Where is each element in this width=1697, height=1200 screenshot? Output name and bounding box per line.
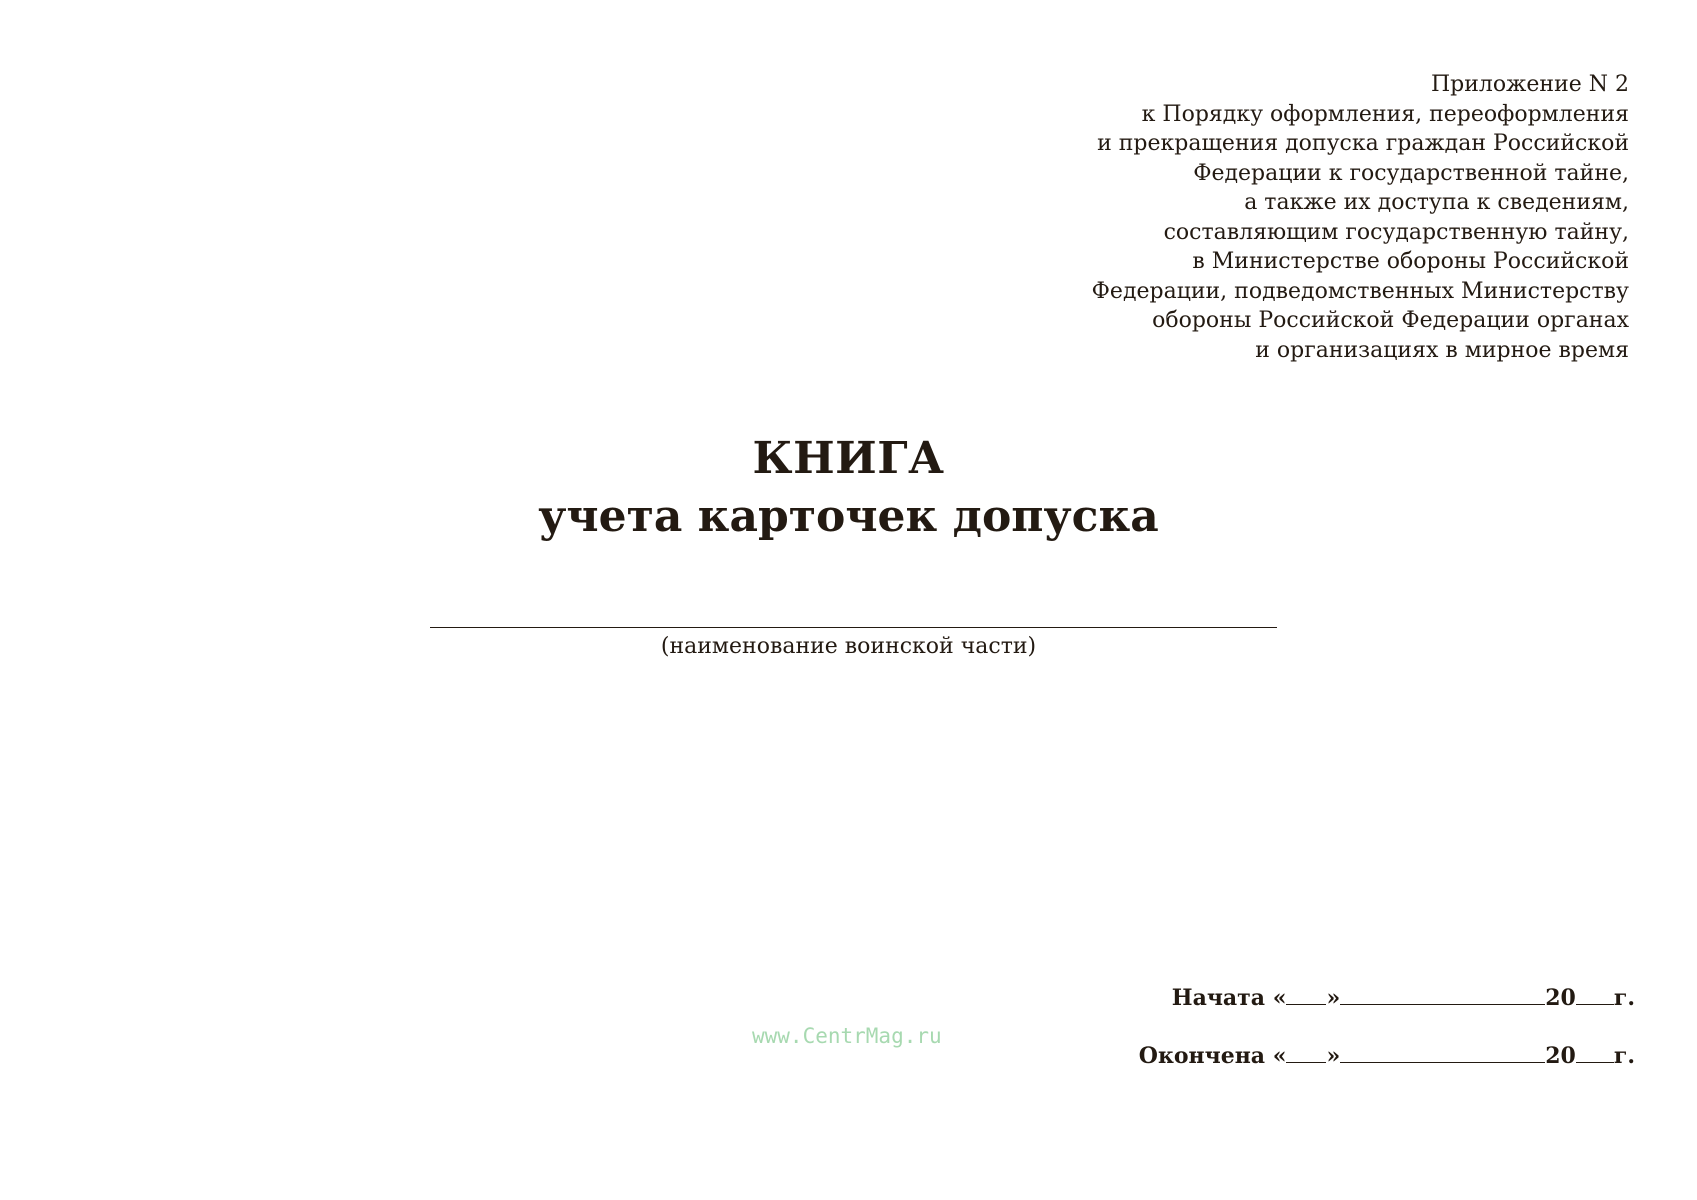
appendix-line: Приложение N 2 (1431, 72, 1629, 97)
watermark: www.CentrMag.ru (752, 1024, 942, 1048)
end-date-row (1139, 1041, 1635, 1071)
start-day-blank (1286, 984, 1326, 1005)
appendix-line: и прекращения допуска граждан Российской (1097, 131, 1629, 156)
document-title (0, 430, 1697, 546)
end-date-label: Окончена « (1138, 1043, 1287, 1069)
start-close-quote: » (1326, 985, 1341, 1011)
end-month-blank (1340, 1042, 1545, 1063)
appendix-line: обороны Российской Федерации органах (1152, 308, 1629, 333)
start-month-blank (1340, 984, 1545, 1005)
unit-name-caption: (наименование воинской части) (660, 634, 1037, 659)
appendix-line: и организациях в мирное время (1255, 337, 1629, 363)
title-subtitle: учета карточек допуска (538, 491, 1159, 542)
end-day-blank (1286, 1042, 1326, 1063)
appendix-line: составляющим государственную тайну, (1163, 219, 1629, 245)
end-year-prefix: 20 (1545, 1043, 1576, 1069)
appendix-line: к Порядку оформления, переоформления (1141, 101, 1629, 127)
appendix-header (869, 70, 1629, 365)
end-year-suffix: г. (1613, 1043, 1635, 1069)
title-main: КНИГА (752, 433, 945, 484)
appendix-line: а также их доступа к сведениям, (1244, 190, 1629, 215)
unit-name-blank-line (430, 627, 1277, 628)
start-year-suffix: г. (1613, 985, 1635, 1011)
start-date-row (1172, 983, 1635, 1013)
end-close-quote: » (1326, 1043, 1341, 1069)
end-year-blank (1576, 1042, 1614, 1063)
appendix-line: Федерации к государственной тайне, (1193, 160, 1629, 186)
appendix-line: в Министерстве обороны Российской (1192, 249, 1629, 274)
start-year-prefix: 20 (1545, 985, 1576, 1011)
start-year-blank (1576, 984, 1614, 1005)
start-date-label: Начата « (1171, 985, 1287, 1011)
appendix-line: Федерации, подведомственных Министерству (1091, 278, 1629, 304)
